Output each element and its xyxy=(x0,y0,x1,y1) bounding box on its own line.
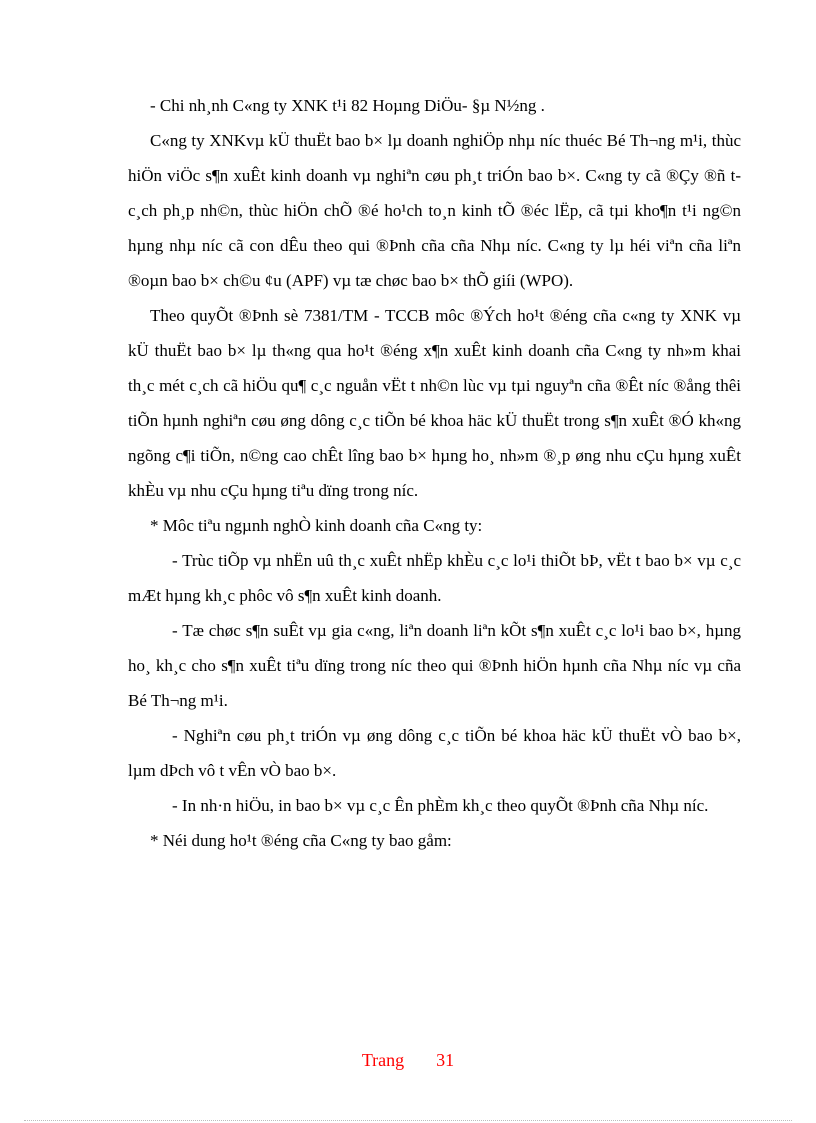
paragraph-objective-1: - Trùc tiÕp vµ nhËn uû th¸c xuÊt nhËp khÈu c¸c lo¹i thiÕt bÞ, vËt t bao b× vµ c¸c mÆt hµng kh¸c phôc vô s¶n xuÊt kinh doanh. xyxy=(128,551,741,605)
page-number: 31 xyxy=(436,1050,455,1070)
paragraph-objective-4: - In nh·n hiÖu, in bao b× vµ c¸c Ên phÈm kh¸c theo quyÕt ®Þnh cña Nhµ níc. xyxy=(172,796,709,815)
document-body xyxy=(128,88,741,858)
paragraph-branch: - Chi nh¸nh C«ng ty XNK t¹i 82 Hoµng DiÖu- §µ N½ng . xyxy=(150,96,545,115)
paragraph-activities-heading: * Néi dung ho¹t ®éng cña C«ng ty bao gåm: xyxy=(150,831,452,850)
paragraph-company-intro: C«ng ty XNKvµ kÜ thuËt bao b× lµ doanh nghiÖp nhµ níc thuéc Bé Th¬ng m¹i, thùc hiÖn viÖc s¶n xuÊt kinh doanh vµ nghiªn cøu ph¸t triÓn bao b×. C«ng ty cã ®Çy ®ñ t c¸ch ph¸p nh©n, thùc hiÖn chÕ ®é ho¹ch to¸n kinh tÕ ®éc lËp, cã tµi kho¶n t¹i ng©n hµng nhµ níc cã con dÊu theo qui ®Þnh cña cña Nhµ níc. C«ng ty lµ héi viªn cña liªn ®oµn bao b× ch©u ¢u (APF) vµ tæ chøc bao b× thÕ giíi (WPO). xyxy=(128,131,741,290)
paragraph-objective-2: - Tæ chøc s¶n suÊt vµ gia c«ng, liªn doanh liªn kÕt s¶n xuÊt c¸c lo¹i bao b×, hµng ho¸ kh¸c cho s¶n xuÊt tiªu dïng trong níc theo qui ®Þnh hiÖn hµnh cña Nhµ níc vµ cña Bé Th¬ng m¹i. xyxy=(128,621,741,710)
page-bottom-divider xyxy=(24,1120,792,1121)
paragraph-decision: Theo quyÕt ®Þnh sè 7381/TM - TCCB môc ®Ých ho¹t ®éng cña c«ng ty XNK vµ kÜ thuËt bao b× lµ th«ng qua ho¹t ®éng x¶n xuÊt kinh doanh cña C«ng ty nh»m khai th¸c mét c¸ch cã hiÖu qu¶ c¸c nguån vËt t nh©n lùc vµ tµi nguyªn cña ®Êt níc ®ång thêi tiÕn hµnh nghiªn cøu øng dông c¸c tiÕn bé khoa häc kÜ thuËt trong s¶n xuÊt ®Ó kh«ng ngõng c¶i tiÕn, n©ng cao chÊt lîng bao b× hµng ho¸ nh»m ®¸p øng nhu cÇu hµng xuÊt khÈu vµ nhu cÇu hµng tiªu dïng trong níc. xyxy=(128,306,741,500)
page-footer xyxy=(0,1050,816,1071)
paragraph-objective-3: - Nghiªn cøu ph¸t triÓn vµ øng dông c¸c tiÕn bé khoa häc kÜ thuËt vÒ bao b×, lµm dÞch vô t vÊn vÒ bao b×. xyxy=(128,726,741,780)
paragraph-objectives-heading: * Môc tiªu ngµnh nghÒ kinh doanh cña C«ng ty: xyxy=(150,516,483,535)
page-label: Trang xyxy=(361,1050,405,1070)
